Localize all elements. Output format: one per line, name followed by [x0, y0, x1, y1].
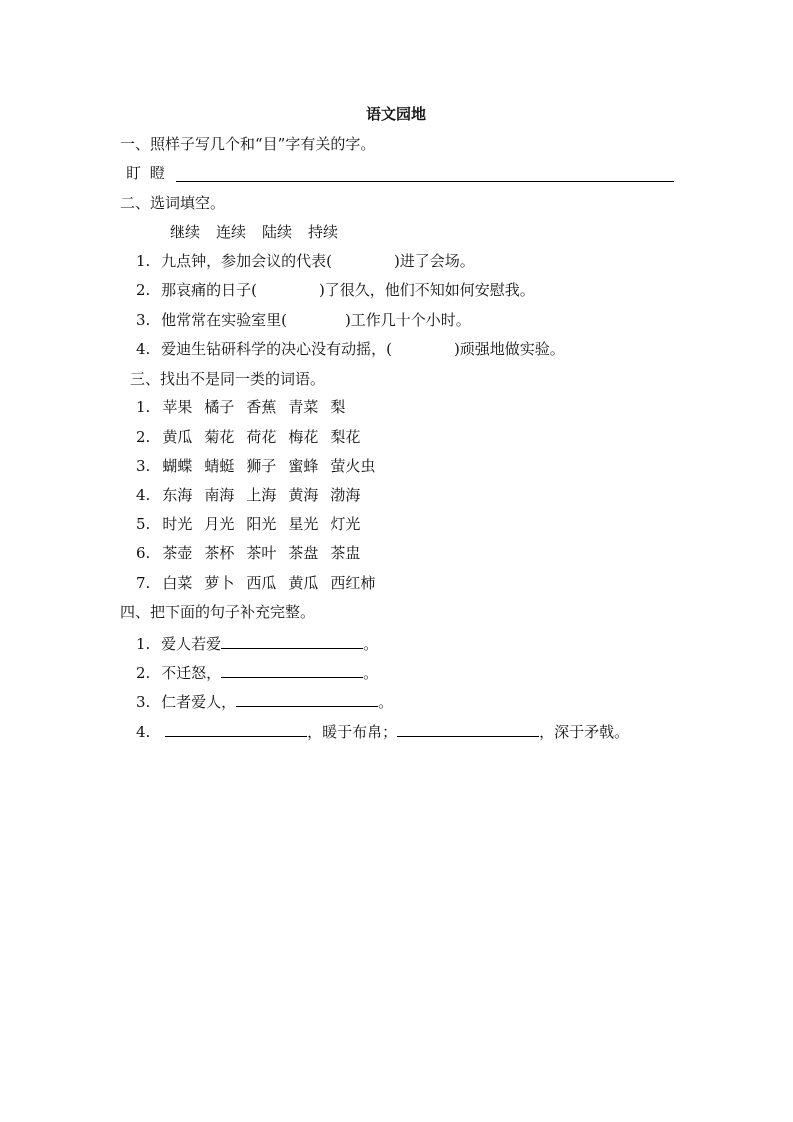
- word[interactable]: 白菜: [162, 574, 193, 592]
- section-3-heading: 三、找出不是同一类的词语。: [130, 370, 326, 388]
- item-text: 不迁怒，: [161, 664, 222, 682]
- item-number: 4.: [136, 340, 151, 358]
- item-text-after: )工作几十个小时。: [344, 311, 471, 329]
- answer-line[interactable]: [221, 632, 363, 649]
- word-group-row: [136, 485, 360, 505]
- word[interactable]: 蜻蜓: [204, 457, 235, 475]
- item-number: 1.: [136, 252, 151, 270]
- option-word: 持续: [308, 223, 339, 241]
- word[interactable]: 西瓜: [246, 574, 277, 592]
- item-end: 。: [363, 664, 379, 682]
- word[interactable]: 茶盅: [330, 544, 361, 562]
- item-number: 3.: [136, 457, 151, 475]
- page-title: 语文园地: [366, 105, 427, 123]
- word[interactable]: 蜜蜂: [288, 457, 319, 475]
- word[interactable]: 香蕉: [246, 398, 277, 416]
- answer-line[interactable]: [165, 720, 307, 737]
- item-number: 4.: [136, 486, 151, 504]
- item-text: 仁者爱人，: [161, 693, 237, 711]
- word[interactable]: 茶盘: [288, 544, 319, 562]
- word[interactable]: 月光: [204, 515, 235, 533]
- item-text-before: 他常常在实验室里(: [161, 311, 287, 329]
- item-number: 2.: [136, 281, 151, 299]
- item-number: 1.: [136, 398, 151, 416]
- item-number: 4.: [136, 723, 151, 741]
- answer-line[interactable]: [221, 661, 363, 678]
- word[interactable]: 梨花: [330, 428, 361, 446]
- section-1-example: 盯 瞪: [126, 164, 167, 182]
- section-2-options: [170, 222, 354, 242]
- answer-line[interactable]: [236, 690, 378, 707]
- item-number: 2.: [136, 428, 151, 446]
- word-group-row: [136, 397, 345, 417]
- word[interactable]: 苹果: [162, 398, 193, 416]
- item-text-after: )进了会场。: [393, 252, 475, 270]
- word[interactable]: 茶杯: [204, 544, 235, 562]
- word-group-row: [136, 543, 360, 563]
- item-number: 2.: [136, 664, 151, 682]
- word-group-row: [136, 427, 360, 447]
- word[interactable]: 梅花: [288, 428, 319, 446]
- item-number: 3.: [136, 311, 151, 329]
- item-number: 3.: [136, 693, 151, 711]
- word[interactable]: 渤海: [330, 486, 361, 504]
- word[interactable]: 星光: [288, 515, 319, 533]
- item-text-before: 九点钟，参加会议的代表(: [161, 252, 332, 270]
- word[interactable]: 时光: [162, 515, 193, 533]
- item-text-after: )顽强地做实验。: [453, 340, 565, 358]
- item-text: 爱人若爱: [161, 635, 222, 653]
- item-end: ，深于矛戟。: [539, 723, 630, 741]
- word[interactable]: 茶壶: [162, 544, 193, 562]
- complete-item: [136, 720, 629, 742]
- option-word: 连续: [216, 223, 247, 241]
- option-word: 继续: [170, 223, 201, 241]
- word[interactable]: 菊花: [204, 428, 235, 446]
- fill-item: [136, 310, 471, 330]
- complete-item: [136, 661, 378, 683]
- item-number: 6.: [136, 544, 151, 562]
- item-number: 5.: [136, 515, 151, 533]
- word[interactable]: 荷花: [246, 428, 277, 446]
- word[interactable]: 橘子: [204, 398, 235, 416]
- word-group-row: [136, 456, 375, 476]
- word[interactable]: 黄瓜: [288, 574, 319, 592]
- section-2-heading: 二、选词填空。: [120, 194, 226, 212]
- word[interactable]: 狮子: [246, 457, 277, 475]
- word[interactable]: 灯光: [330, 515, 361, 533]
- word-group-row: [136, 514, 360, 534]
- word[interactable]: 南海: [204, 486, 235, 504]
- option-word: 陆续: [262, 223, 293, 241]
- item-end: 。: [378, 693, 394, 711]
- item-mid: ，暖于布帛；: [307, 723, 398, 741]
- item-text-after: )了很久，他们不知如何安慰我。: [318, 281, 535, 299]
- word[interactable]: 茶叶: [246, 544, 277, 562]
- word[interactable]: 黄海: [288, 486, 319, 504]
- fill-item: [136, 280, 535, 300]
- answer-line[interactable]: [397, 720, 539, 737]
- item-number: 7.: [136, 574, 151, 592]
- word-group-row: [136, 573, 375, 593]
- fill-item: [136, 251, 475, 271]
- word[interactable]: 西红柿: [330, 574, 376, 592]
- section-1-heading: 一、照样子写几个和“目”字有关的字。: [120, 135, 376, 153]
- word[interactable]: 梨: [330, 398, 346, 416]
- complete-item: [136, 632, 378, 654]
- section-1-answer-line[interactable]: [176, 181, 674, 182]
- word[interactable]: 东海: [162, 486, 193, 504]
- section-4-heading: 四、把下面的句子补充完整。: [120, 603, 316, 621]
- word[interactable]: 上海: [246, 486, 277, 504]
- word[interactable]: 青菜: [288, 398, 319, 416]
- fill-item: [136, 339, 565, 359]
- item-text-before: 爱迪生钻研科学的决心没有动摇，(: [161, 340, 392, 358]
- word[interactable]: 萝卜: [204, 574, 235, 592]
- item-text-before: 那哀痛的日子(: [161, 281, 257, 299]
- item-number: 1.: [136, 635, 151, 653]
- word[interactable]: 阳光: [246, 515, 277, 533]
- complete-item: [136, 690, 393, 712]
- word[interactable]: 蝴蝶: [162, 457, 193, 475]
- item-end: 。: [363, 635, 379, 653]
- word[interactable]: 黄瓜: [162, 428, 193, 446]
- word[interactable]: 萤火虫: [330, 457, 376, 475]
